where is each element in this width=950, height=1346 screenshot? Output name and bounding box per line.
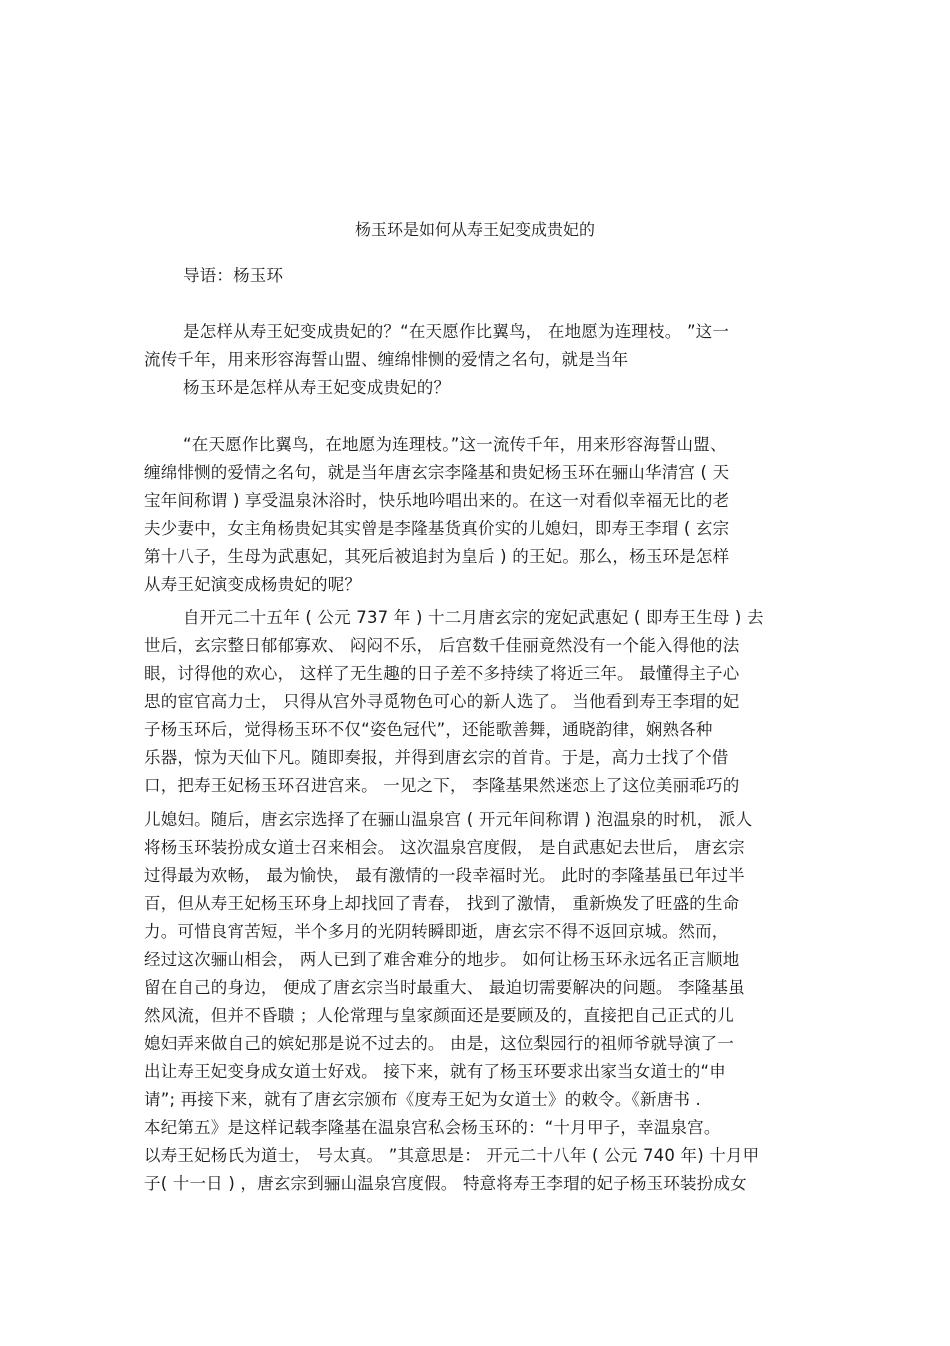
intro-line: 流传千年，用来形容海誓山盟、缠绵悱恻的爱情之名句，就是当年 [144, 350, 629, 369]
paragraph-line: 力。可惜良宵苦短，半个多月的光阴转瞬即逝，唐玄宗不得不返回京城。然而， [144, 922, 729, 941]
paragraph-line: 出让寿王妃变身成女道士好戏。 接下来，就有了杨玉环要求出家当女道士的“申 [144, 1062, 726, 1081]
paragraph-line: 留在自己的身边， 便成了唐玄宗当时最重大、 最迫切需要解决的问题。 李隆基虽 [144, 978, 745, 997]
paragraph-line: 宝年间称谓 ) 享受温泉沐浴时，快乐地吟唱出来的。在这一对看似幸福无比的老 [144, 491, 730, 510]
paragraph-line: 百，但从寿王妃杨玉环身上却找回了青春， 找到了激情， 重新焕发了旺盛的生命 [144, 894, 740, 913]
paragraph-line: 夫少妻中，女主角杨贵妃其实曾是李隆基货真价实的儿媳妇，即寿王李瑁 ( 玄宗 [144, 519, 730, 538]
lead-line: 导语：杨玉环 [183, 266, 284, 285]
paragraph-line: 本纪第五》是这样记载李隆基在温泉宫私会杨玉环的：“十月甲子，幸温泉宫。 [144, 1118, 721, 1137]
paragraph-line: 子( 十一日 ) ，唐玄宗到骊山温泉宫度假。 特意将寿王李瑁的妃子杨玉环装扮成女 [144, 1174, 747, 1193]
paragraph-line: 缠绵悱恻的爱情之名句，就是当年唐玄宗李隆基和贵妃杨玉环在骊山华清宫 ( 天 [144, 463, 730, 482]
paragraph-line: 儿媳妇。随后，唐玄宗选择了在骊山温泉宫 ( 开元年间称谓 ) 泡温泉的时机， 派人 [144, 810, 753, 829]
paragraph-line: 请”; 再接下来，就有了唐玄宗颁布《度寿王妃为女道士》的敕令。《新唐书 . [144, 1090, 701, 1109]
intro-line: 是怎样从寿王妃变成贵妃的？“在天愿作比翼鸟， 在地愿为连理枝。 ”这一 [183, 322, 730, 341]
paragraph-line: 媳妇弄来做自己的嫔妃那是说不过去的。 由是，这位梨园行的祖师爷就导演了一 [144, 1034, 734, 1053]
paragraph-line: 子杨玉环后，觉得杨玉环不仅“姿色冠代”，还能歌善舞，通晓韵律，娴熟各种 [144, 720, 713, 739]
intro-line: 杨玉环是怎样从寿王妃变成贵妃的？ [183, 378, 451, 397]
paragraph-line: 第十八子，生母为武惠妃，其死后被追封为皇后 ) 的王妃。那么，杨玉环是怎样 [144, 547, 730, 566]
paragraph-line: 经过这次骊山相会， 两人已到了难舍难分的地步。 如何让杨玉环永远名正言顺地 [144, 950, 740, 969]
document-title: 杨玉环是如何从寿王妃变成贵妃的 [354, 220, 595, 239]
paragraph-line: 自开元二十五年 ( 公元 737 年 ) 十二月唐玄宗的宠妃武惠妃 ( 即寿王生母 ) 去 [183, 608, 764, 627]
paragraph-line: 世后，玄宗整日郁郁寡欢、 闷闷不乐， 后宫数千佳丽竟然没有一个能入得他的法 [144, 636, 740, 655]
paragraph-line: 乐器，惊为天仙下凡。随即奏报，并得到唐玄宗的首肯。于是，高力士找了个借 [144, 748, 729, 767]
paragraph-line: 思的宦官高力士， 只得从宫外寻觅物色可心的新人选了。 当他看到寿王李瑁的妃 [144, 692, 740, 711]
paragraph-line: 然风流，但并不昏聩 ；人伦常理与皇家颜面还是要顾及的，直接把自己正式的儿 [144, 1006, 734, 1025]
paragraph-line: 将杨玉环装扮成女道士召来相会。 这次温泉宫度假， 是自武惠妃去世后， 唐玄宗 [144, 838, 745, 857]
paragraph-line: “在天愿作比翼鸟，在地愿为连理枝。”这一流传千年，用来形容海誓山盟、 [183, 435, 727, 454]
paragraph-line: 眼，讨得他的欢心， 这样了无生趣的日子差不多持续了将近三年。 最懂得主子心 [144, 664, 740, 683]
paragraph-line: 从寿王妃演变成杨贵妃的呢？ [144, 575, 362, 594]
paragraph-line: 以寿王妃杨氏为道士， 号太真。 ”其意思是： 开元二十八年 ( 公元 740 年) 十月甲 [144, 1146, 760, 1165]
paragraph-line: 口，把寿王妃杨玉环召进宫来。 一见之下， 李隆基果然迷恋上了这位美丽乖巧的 [144, 776, 740, 795]
paragraph-line: 过得最为欢畅， 最为愉快， 最有激情的一段幸福时光。 此时的李隆基虽已年过半 [144, 866, 745, 885]
